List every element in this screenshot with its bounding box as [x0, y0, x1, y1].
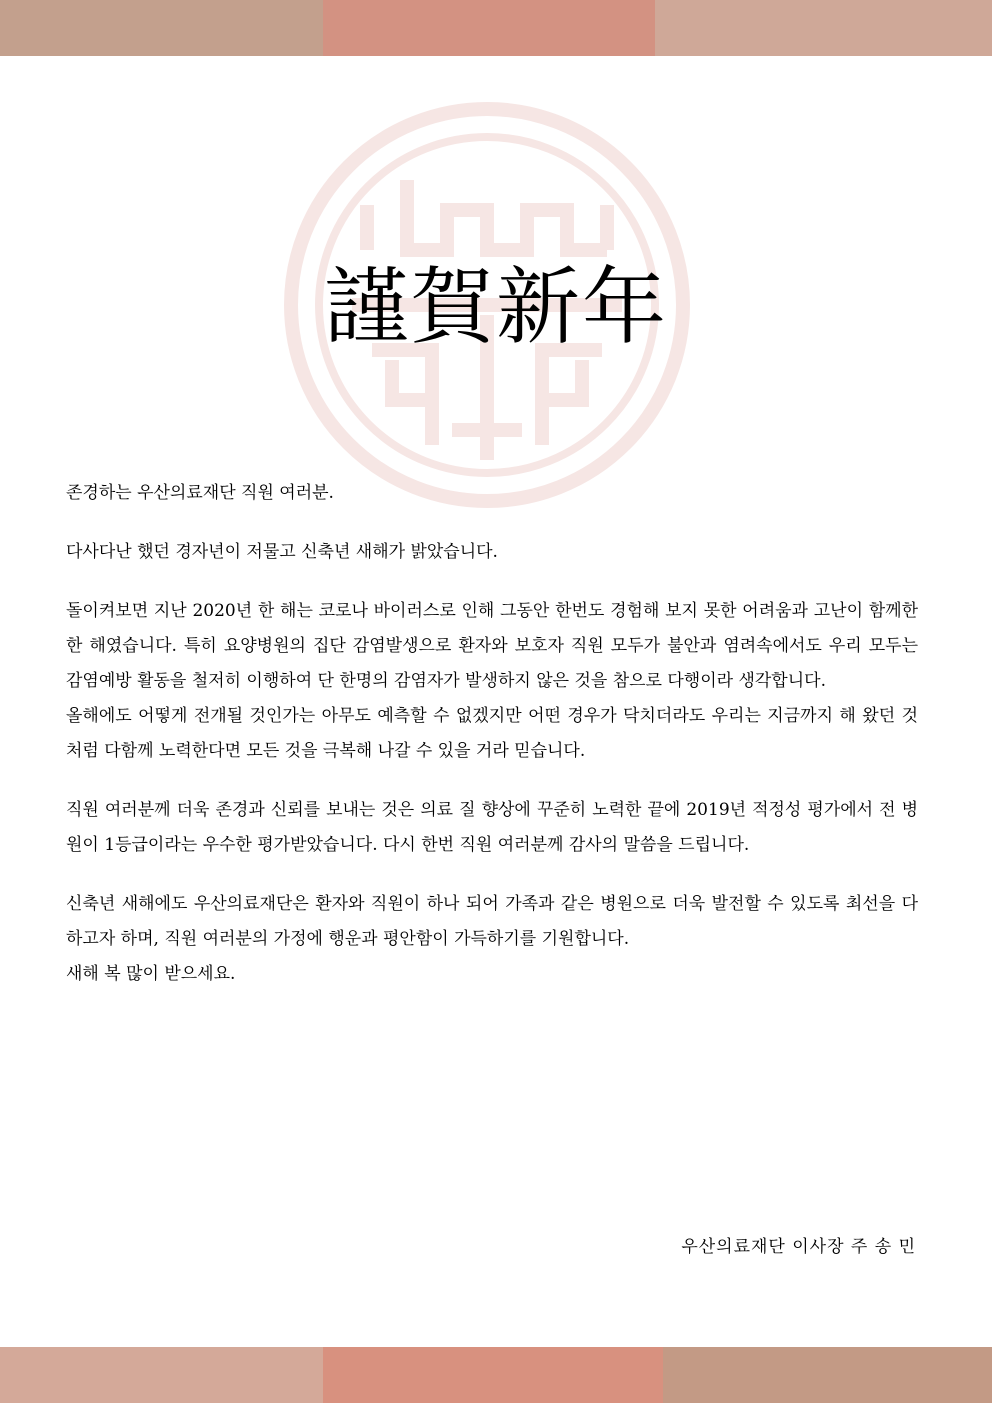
- letter-body: [66, 476, 918, 992]
- closing-line: 새해 복 많이 받으세요.: [66, 964, 236, 984]
- paragraph-wishes: 신축년 새해에도 우산의료재단은 환자와 직원이 하나 되어 가족과 같은 병원으로 더욱 발전할 수 있도록 최선을 다하고자 하며, 직원 여러분의 가정에 행운과 평안함이 가득하기를 기원합니다.: [66, 894, 918, 949]
- signature: 우산의료재단 이사장 주 송 민: [681, 1237, 916, 1257]
- new-year-greeting-title: 謹賀新年: [323, 258, 668, 356]
- bottom-band-segment-1: [0, 1347, 323, 1403]
- bottom-decorative-band: [0, 1347, 992, 1403]
- top-band-segment-1: [0, 0, 323, 56]
- greeting-line: 다사다난 했던 경자년이 저물고 신축년 새해가 밝았습니다.: [66, 542, 498, 562]
- bottom-band-segment-3: [663, 1347, 992, 1403]
- bottom-band-segment-2: [323, 1347, 663, 1403]
- paragraph-thanks: 직원 여러분께 더욱 존경과 신뢰를 보내는 것은 의료 질 향상에 꾸준히 노력한 끝에 2019년 적정성 평가에서 전 병원이 1등급이라는 우수한 평가받았습니다. 다시 한번 직원 여러분께 감사의 말씀을 드립니다.: [66, 800, 918, 855]
- paragraph-review-2020: 돌이켜보면 지난 2020년 한 해는 코로나 바이러스로 인해 그동안 한번도 경험해 보지 못한 어려움과 고난이 함께한 한 해였습니다. 특히 요양병원의 집단 감염발생으로 환자와 보호자 직원 모두가 불안과 염려속에서도 우리 모두는 감염예방 활동을 철저히 이행하여 단 한명의 감염자가 발생하지 않은 것을 참으로 다행이라 생각합니다.: [66, 601, 918, 691]
- top-band-segment-3: [655, 0, 992, 56]
- salutation: 존경하는 우산의료재단 직원 여러분.: [66, 483, 334, 503]
- top-decorative-band: [0, 0, 992, 56]
- paragraph-outlook: 올해에도 어떻게 전개될 것인가는 아무도 예측할 수 없겠지만 어떤 경우가 닥치더라도 우리는 지금까지 해 왔던 것처럼 다함께 노력한다면 모든 것을 극복해 나갈 수 있을 거라 믿습니다.: [66, 706, 918, 761]
- top-band-segment-2: [323, 0, 655, 56]
